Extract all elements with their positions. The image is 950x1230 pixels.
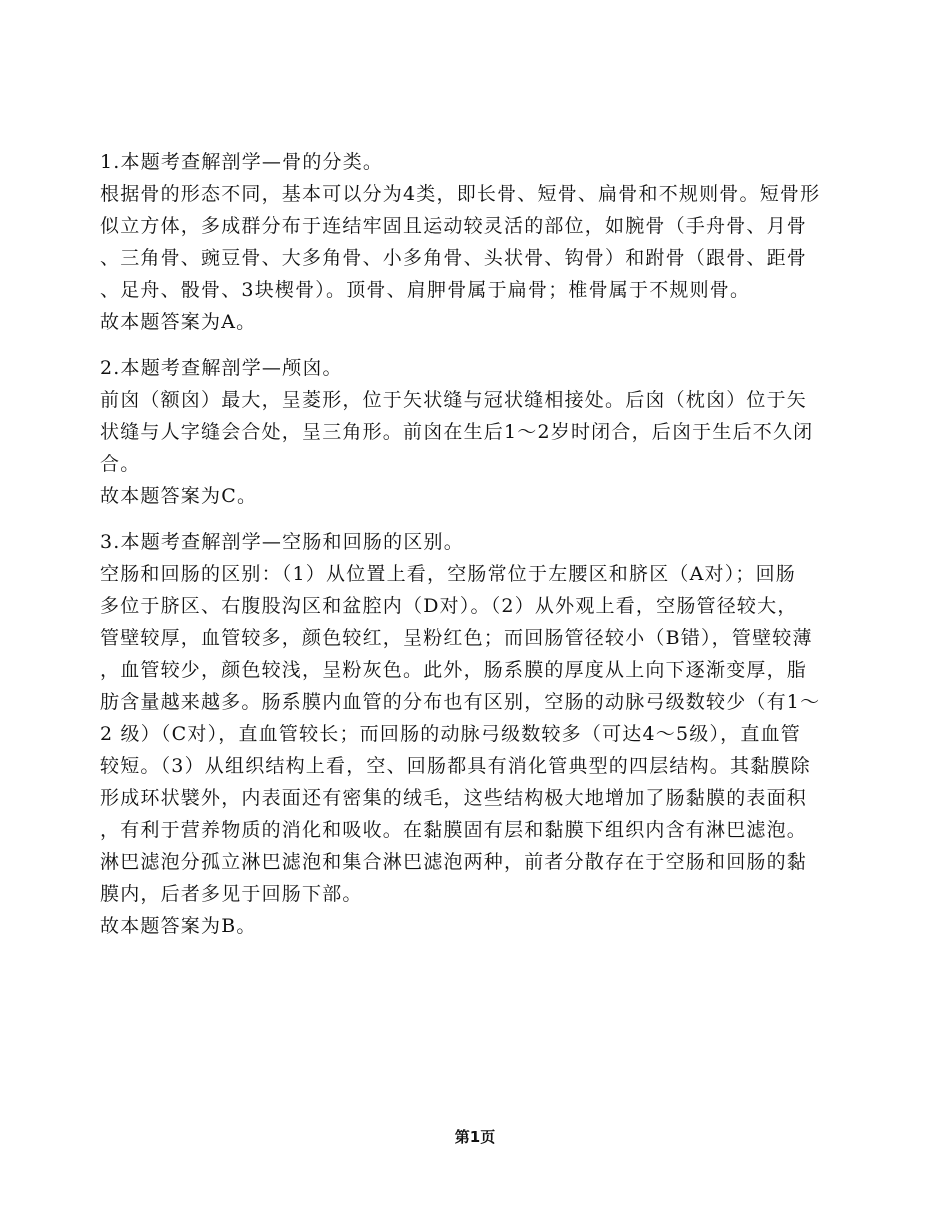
explanation-line: 似立方体，多成群分布于连结牢固且运动较灵活的部位，如腕骨（手舟骨、月骨 [100, 215, 808, 237]
explanation-line: 膜内，后者多见于回肠下部。 [100, 883, 363, 905]
answer-line: 故本题答案为B。 [100, 915, 257, 937]
explanation-line: 根据骨的形态不同，基本可以分为4类，即长骨、短骨、扁骨和不规则骨。短骨形 [100, 183, 821, 205]
answer-line: 故本题答案为C。 [100, 485, 258, 507]
explanation-line: 空肠和回肠的区别：（1）从位置上看，空肠常位于左腰区和脐区（A对）；回肠 [100, 563, 797, 585]
document-body [100, 146, 870, 956]
question-title: 3.本题考查解剖学—空肠和回肠的区别。 [100, 531, 464, 553]
explanation-line: 2 级）（C对），直血管较长；而回肠的动脉弓级数较多（可达4～5级），直血管 [100, 723, 801, 745]
question-title: 2.本题考查解剖学—颅囟。 [100, 357, 343, 379]
question-title: 1.本题考查解剖学—骨的分类。 [100, 151, 384, 173]
explanation-line: 较短。（3）从组织结构上看，空、回肠都具有消化管典型的四层结构。其黏膜除 [100, 755, 811, 777]
explanation-line: 合。 [100, 453, 141, 475]
explanation-line: ，有利于营养物质的消化和吸收。在黏膜固有层和黏膜下组织内含有淋巴滤泡。 [100, 819, 808, 841]
explanation-line: 形成环状襞外，内表面还有密集的绒毛，这些结构极大地增加了肠黏膜的表面积 [100, 787, 808, 809]
answer-line: 故本题答案为A。 [100, 311, 257, 333]
explanation-line: 、足舟、骰骨、3块楔骨）。顶骨、肩胛骨属于扁骨；椎骨属于不规则骨。 [100, 279, 751, 301]
explanation-line: 前囟（额囟）最大，呈菱形，位于矢状缝与冠状缝相接处。后囟（枕囟）位于矢 [100, 389, 808, 411]
explanation-line: 管壁较厚，血管较多，颜色较红，呈粉红色；而回肠管径较小（B错），管壁较薄 [100, 627, 813, 649]
explanation-line: 淋巴滤泡分孤立淋巴滤泡和集合淋巴滤泡两种，前者分散存在于空肠和回肠的黏 [100, 851, 808, 873]
explanation-line: ，血管较少，颜色较浅，呈粉灰色。此外，肠系膜的厚度从上向下逐渐变厚，脂 [100, 659, 808, 681]
explanation-line: 肪含量越来越多。肠系膜内血管的分布也有区别，空肠的动脉弓级数较少（有1～ [100, 691, 821, 713]
question-1 [100, 146, 870, 338]
question-3 [100, 526, 870, 942]
question-2 [100, 352, 870, 512]
page-number: 第1页 [454, 1128, 496, 1146]
explanation-line: 、三角骨、豌豆骨、大多角骨、小多角骨、头状骨、钩骨）和跗骨（跟骨、距骨 [100, 247, 808, 269]
explanation-line: 多位于脐区、右腹股沟区和盆腔内（D对）。（2）从外观上看，空肠管径较大， [100, 595, 798, 617]
explanation-line: 状缝与人字缝会合处，呈三角形。前囟在生后1～2岁时闭合，后囟于生后不久闭 [100, 421, 814, 443]
